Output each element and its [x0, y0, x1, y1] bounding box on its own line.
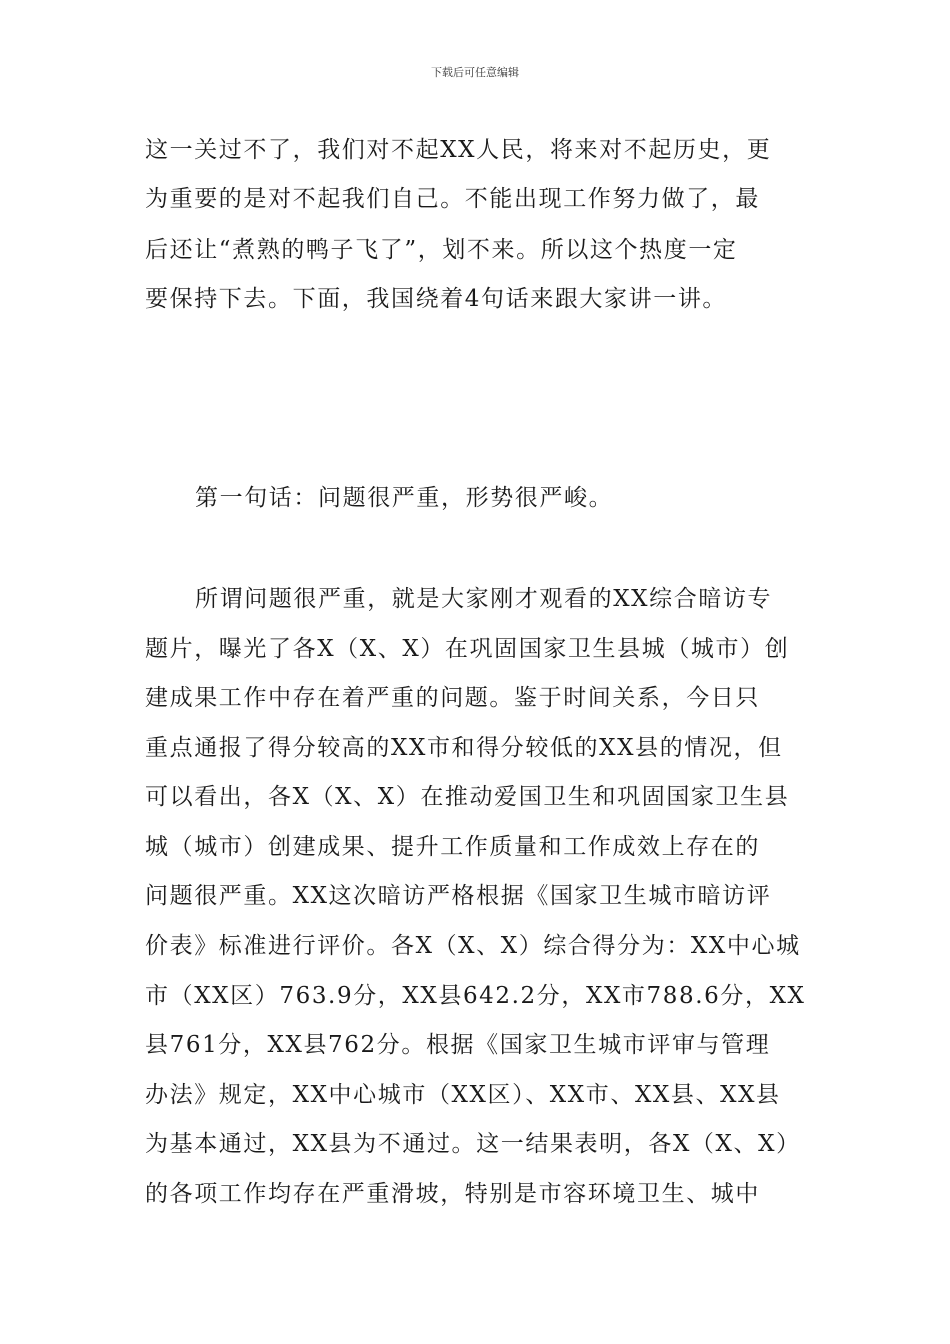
paragraph-3-line-9: 市（XX区）763.9分，XX县642.2分，XX市788.6分，XX — [145, 983, 806, 1009]
paragraph-3-line-6: 城（城市）创建成果、提升工作质量和工作成效上存在的 — [145, 834, 760, 860]
paragraph-3-line-12: 为基本通过，XX县为不通过。这一结果表明，各X（X、X） — [145, 1131, 801, 1157]
paragraph-3-line-11: 办法》规定，XX中心城市（XX区）、XX市、XX县、XX县 — [145, 1082, 781, 1108]
section-heading: 第一句话：问题很严重，形势很严峻。 — [195, 485, 614, 511]
paragraph-1-line-2: 为重要的是对不起我们自己。不能出现工作努力做了，最 — [145, 186, 760, 212]
paragraph-1-line-4: 要保持下去。下面，我国绕着4句话来跟大家讲一讲。 — [145, 286, 728, 312]
page-header: 下载后可任意编辑 — [431, 66, 519, 79]
paragraph-3-line-1: 所谓问题很严重，就是大家刚才观看的XX综合暗访专 — [195, 586, 773, 612]
paragraph-3-line-2: 题片，曝光了各X（X、X）在巩固国家卫生县城（城市）创 — [145, 636, 790, 662]
paragraph-1-line-3: 后还让“煮熟的鸭子飞了”，划不来。所以这个热度一定 — [145, 237, 738, 263]
paragraph-3-line-4: 重点通报了得分较高的XX市和得分较低的XX县的情况，但 — [145, 735, 783, 761]
paragraph-3-line-7: 问题很严重。XX这次暗访严格根据《国家卫生城市暗访评 — [145, 883, 772, 909]
paragraph-3-line-10: 县761分，XX县762分。根据《国家卫生城市评审与管理 — [145, 1032, 771, 1058]
paragraph-3-line-3: 建成果工作中存在着严重的问题。鉴于时间关系，今日只 — [145, 685, 760, 711]
paragraph-3-line-8: 价表》标准进行评价。各X（X、X）综合得分为：XX中心城 — [145, 933, 801, 959]
paragraph-3-line-5: 可以看出，各X（X、X）在推动爱国卫生和巩固国家卫生县 — [145, 784, 790, 810]
paragraph-1-line-1: 这一关过不了，我们对不起XX人民，将来对不起历史，更 — [145, 137, 772, 163]
paragraph-3-line-13: 的各项工作均存在严重滑坡，特别是市容环境卫生、城中 — [145, 1181, 760, 1207]
